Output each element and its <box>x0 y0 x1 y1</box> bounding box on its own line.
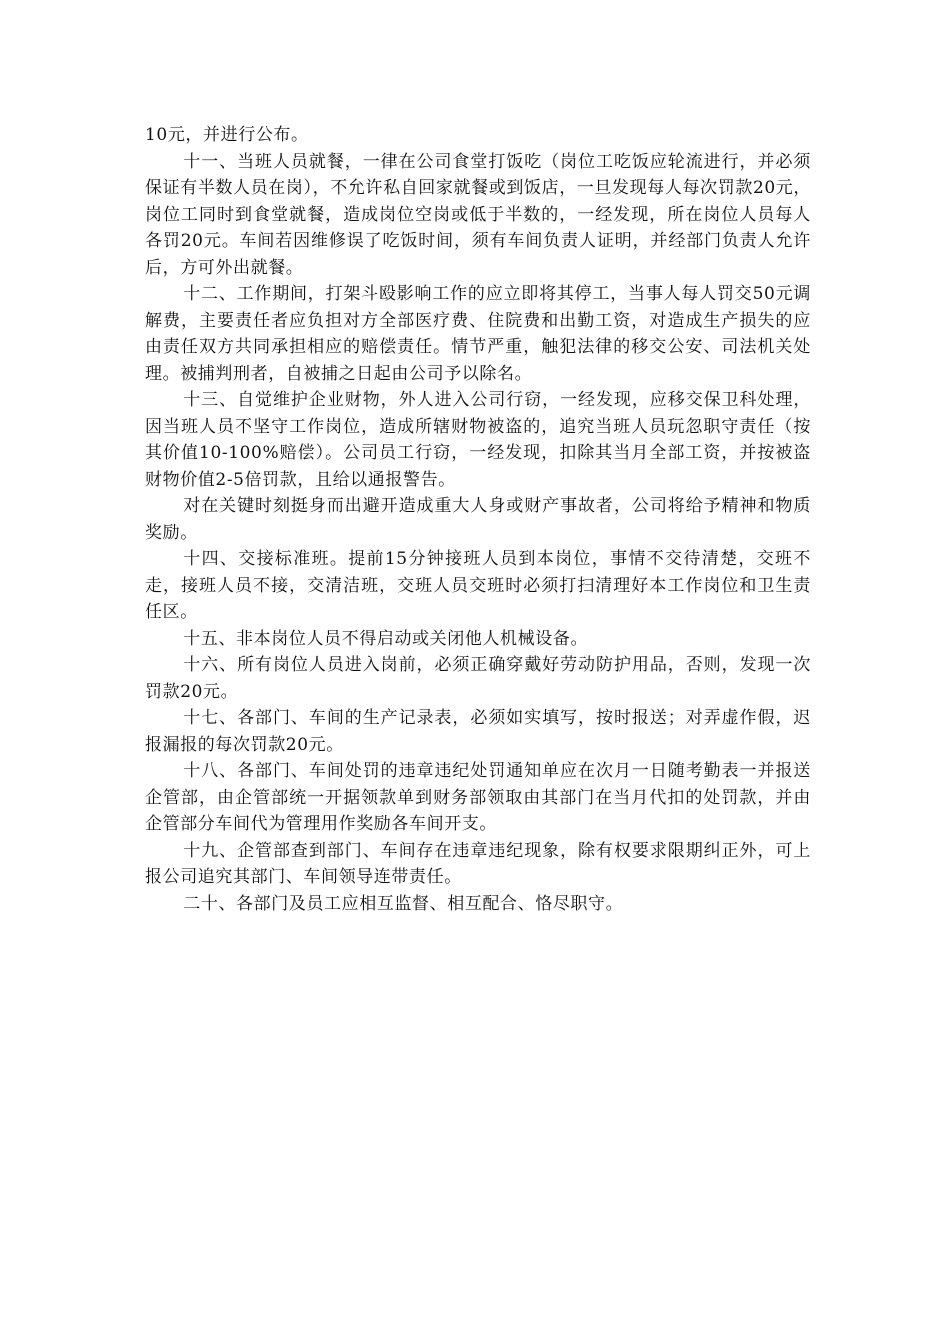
clause-13: 十三、自觉维护企业财物，外人进入公司行窃，一经发现，应移交保卫科处理，因当班人员不坚守工作岗位，造成所辖财物被盗的，追究当班人员玩忽职守责任（按其价值10-100%赔偿）。公司员工行窃，一经发现，扣除其当月全部工资，并按被盗财物价值2-5倍罚款，且给以通报警告。 <box>145 390 811 490</box>
clause-20: 二十、各部门及员工应相互监督、相互配合、恪尽职守。 <box>183 893 624 914</box>
document-body <box>145 122 811 917</box>
clause-15: 十五、非本岗位人员不得启动或关闭他人机械设备。 <box>183 628 589 649</box>
clause-16: 十六、所有岗位人员进入岗前，必须正确穿戴好劳动防护用品，否则，发现一次罚款20元。 <box>145 655 811 702</box>
clause-19: 十九、企管部查到部门、车间存在违章违纪现象，除有权要求限期纠正外，可上报公司追究其部门、车间领导连带责任。 <box>145 840 811 887</box>
clause-17: 十七、各部门、车间的生产记录表，必须如实填写，按时报送；对弄虚作假，迟报漏报的每次罚款20元。 <box>145 708 811 755</box>
clause-11: 十一、当班人员就餐，一律在公司食堂打饭吃（岗位工吃饭应轮流进行，并必须保证有半数人员在岗），不允许私自回家就餐或到饭店，一旦发现每人每次罚款20元，岗位工同时到食堂就餐，造成岗位空岗或低于半数的，一经发现，所在岗位人员每人各罚20元。车间若因维修误了吃饭时间，须有车间负责人证明，并经部门负责人允许后，方可外出就餐。 <box>145 151 811 278</box>
paragraph-continuation: 10元，并进行公布。 <box>145 125 309 145</box>
clause-14: 十四、交接标准班。提前15分钟接班人员到本岗位，事情不交待清楚，交班不走，接班人员不接，交清洁班，交班人员交班时必须打扫清理好本工作岗位和卫生责任区。 <box>145 549 811 622</box>
clause-13-reward-note: 对在关键时刻挺身而出避开造成重大人身或财产事故者，公司将给予精神和物质奖励。 <box>145 496 811 543</box>
clause-18: 十八、各部门、车间处罚的违章违纪处罚通知单应在次月一日随考勤表一并报送企管部，由企管部统一开据领款单到财务部领取由其部门在当月代扣的处罚款，并由企管部分车间代为管理用作奖励各车间开支。 <box>145 761 811 834</box>
clause-12: 十二、工作期间，打架斗殴影响工作的应立即将其停工，当事人每人罚交50元调解费，主要责任者应负担对方全部医疗费、住院费和出勤工资，对造成生产损失的应由责任双方共同承担相应的赔偿责任。情节严重，触犯法律的移交公安、司法机关处理。被捕判刑者，自被捕之日起由公司予以除名。 <box>145 284 811 384</box>
